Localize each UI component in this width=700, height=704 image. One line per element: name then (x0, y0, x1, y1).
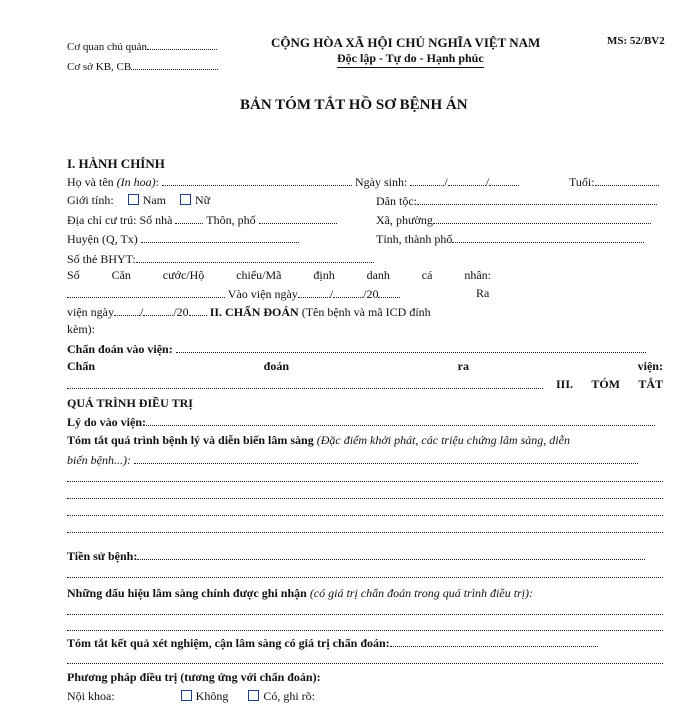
street-label: Thôn, phố (206, 213, 256, 227)
ward-label: Xã, phường (376, 213, 433, 227)
id-number-field[interactable] (67, 286, 225, 298)
history-field[interactable] (137, 548, 645, 560)
female-label: Nữ (195, 193, 211, 207)
dob-year[interactable] (489, 174, 519, 186)
section-course-heading-start (556, 377, 663, 392)
diagnosis-hint: (Tên bệnh và mã ICD đính (301, 305, 431, 319)
tests-label: Tóm tắt kết quả xét nghiệm, cận lâm sàng có giá trị chẩn đoán: (67, 636, 390, 650)
summary-line[interactable] (67, 498, 663, 499)
discharge-diagnosis-row (67, 359, 663, 374)
history-line[interactable] (67, 577, 663, 578)
country-name: CỘNG HÒA XÃ HỘI CHỦ NGHĨA VIỆT NAM (271, 35, 541, 50)
discharge-label: viện ngày (67, 305, 114, 319)
address-row (67, 212, 337, 227)
reason-label: Lý do vào viện: (67, 415, 147, 429)
admit-year[interactable] (378, 286, 400, 298)
gender-label: Giới tính: (67, 193, 114, 207)
discharge-year-prefix: /20 (173, 305, 189, 319)
male-checkbox[interactable] (128, 194, 139, 205)
id-word: cá (421, 268, 433, 282)
reason-field[interactable] (146, 414, 655, 426)
summary-hint-end: biến bệnh...): (67, 453, 131, 467)
discharge-month[interactable] (143, 304, 173, 316)
name-label: Họ và tên (67, 175, 114, 189)
discharge-diagnosis-word: viện: (637, 359, 663, 373)
insurance-label: Số thẻ BHYT: (67, 252, 136, 266)
discharge-year[interactable] (189, 304, 207, 316)
admit-row: Vào viện ngày / /20 (67, 286, 491, 301)
province-field[interactable] (452, 231, 644, 243)
national-motto: Độc lập - Tự do - Hạnh phúc (337, 51, 484, 68)
admit-diagnosis-row (67, 341, 663, 356)
section-course-heading-end: QUÁ TRÌNH ĐIỀU TRỊ (67, 396, 193, 410)
id-word: nhân: (464, 268, 491, 282)
tests-field[interactable] (390, 635, 598, 647)
method-label: Phương pháp điều trị (tương ứng với chẩn đoán): (67, 670, 321, 684)
course-heading-part: TẮT (638, 377, 663, 391)
course-heading-part: TÓM (591, 377, 620, 391)
agency-line (67, 38, 217, 53)
reason-row (67, 414, 655, 429)
tests-line[interactable] (67, 663, 663, 664)
form-code: MS: 52/BV2 (607, 35, 665, 47)
admit-diagnosis-field[interactable] (176, 341, 646, 353)
diagnosis-hint-end: kèm): (67, 322, 95, 336)
signs-line[interactable] (67, 614, 663, 615)
id-word: danh (366, 268, 390, 282)
agency-label: Cơ quan chủ quản (67, 41, 148, 53)
admit-month[interactable] (333, 286, 363, 298)
admit-day[interactable] (298, 286, 330, 298)
no-checkbox[interactable] (181, 690, 192, 701)
discharge-row: viện ngày / /20 II. CHẨN ĐOÁN (Tên bệnh và mã ICD đính (67, 305, 431, 319)
address-label: Địa chỉ cư trú: Số nhà (67, 213, 173, 227)
dob-month[interactable] (448, 174, 486, 186)
admit-label: Vào viện ngày (227, 287, 298, 301)
id-row (67, 268, 491, 283)
street-field[interactable] (259, 212, 337, 224)
signs-line[interactable] (67, 630, 663, 631)
ethnicity-label: Dân tộc: (376, 194, 417, 208)
signs-row (67, 586, 533, 601)
province-row (376, 231, 644, 247)
yes-checkbox[interactable] (248, 690, 259, 701)
house-number-field[interactable] (175, 212, 203, 224)
ethnicity-row (376, 193, 657, 209)
history-row (67, 548, 645, 563)
female-checkbox[interactable] (180, 194, 191, 205)
name-row: Họ và tên (In hoa): Ngày sinh: / / (67, 174, 519, 189)
ethnicity-field[interactable] (417, 193, 657, 205)
id-word: Số (67, 268, 80, 282)
summary-field[interactable] (134, 452, 638, 464)
admit-diagnosis-label: Chẩn đoán vào viện: (67, 342, 173, 356)
ward-field[interactable] (433, 212, 651, 224)
summary-line[interactable] (67, 481, 663, 482)
insurance-row (67, 251, 374, 266)
summary-hint-row (67, 452, 638, 467)
discharge-label-a: Ra (476, 286, 490, 300)
male-label: Nam (142, 193, 167, 207)
discharge-diagnosis-word: đoán (263, 359, 290, 373)
dob-day[interactable] (410, 174, 444, 186)
summary-line[interactable] (67, 532, 663, 533)
summary-label: Tóm tắt quá trình bệnh lý và diễn biến lâm sàng (67, 433, 314, 447)
age-row (569, 174, 659, 190)
facility-line (67, 58, 218, 73)
discharge-day[interactable] (114, 304, 140, 316)
section-diagnosis-heading: II. CHẨN ĐOÁN (209, 305, 299, 319)
tests-row (67, 635, 598, 650)
internal-label: Nội khoa: (67, 689, 115, 703)
age-label: Tuổi: (569, 175, 595, 189)
id-word: Căn (111, 268, 131, 282)
summary-hint: (Đặc điểm khởi phát, các triệu chứng lâm sàng, diễn (316, 433, 570, 447)
gender-row (67, 193, 210, 208)
insurance-field[interactable] (136, 251, 374, 263)
ward-row (376, 212, 651, 228)
discharge-diagnosis-field[interactable] (67, 377, 543, 389)
admit-year-prefix: /20 (363, 287, 379, 301)
province-label: Tỉnh, thành phố (376, 232, 453, 246)
history-label: Tiền sử bệnh: (67, 549, 138, 563)
id-word: chiếu/Mã (236, 268, 282, 282)
course-heading-part: III. (556, 377, 574, 391)
facility-label: Cơ sở KB, CB (67, 61, 132, 73)
signs-label: Những dấu hiệu lâm sàng chính được ghi nhận (67, 586, 307, 600)
signs-hint: (có giá trị chẩn đoán trong quá trình điều trị): (309, 586, 534, 600)
name-hint: (In hoa) (116, 175, 156, 189)
summary-row (67, 433, 570, 448)
name-field[interactable] (162, 174, 352, 186)
yes-label: Có, ghi rõ: (263, 689, 316, 703)
district-row (67, 231, 299, 246)
id-word: cước/Hộ (162, 268, 205, 282)
district-field[interactable] (141, 231, 299, 243)
summary-line[interactable] (67, 515, 663, 516)
no-label: Không (195, 689, 229, 703)
age-field[interactable] (595, 174, 659, 186)
district-label: Huyện (Q, Tx) (67, 232, 138, 246)
dob-label: Ngày sinh: (355, 175, 408, 189)
document-title: BẢN TÓM TẮT HỒ SƠ BỆNH ÁN (240, 97, 468, 113)
discharge-diagnosis-word: ra (457, 359, 469, 373)
internal-row (67, 689, 315, 704)
id-word: định (313, 268, 335, 282)
section-admin-heading: I. HÀNH CHÍNH (67, 156, 165, 171)
discharge-diagnosis-word: Chẩn (67, 359, 96, 373)
